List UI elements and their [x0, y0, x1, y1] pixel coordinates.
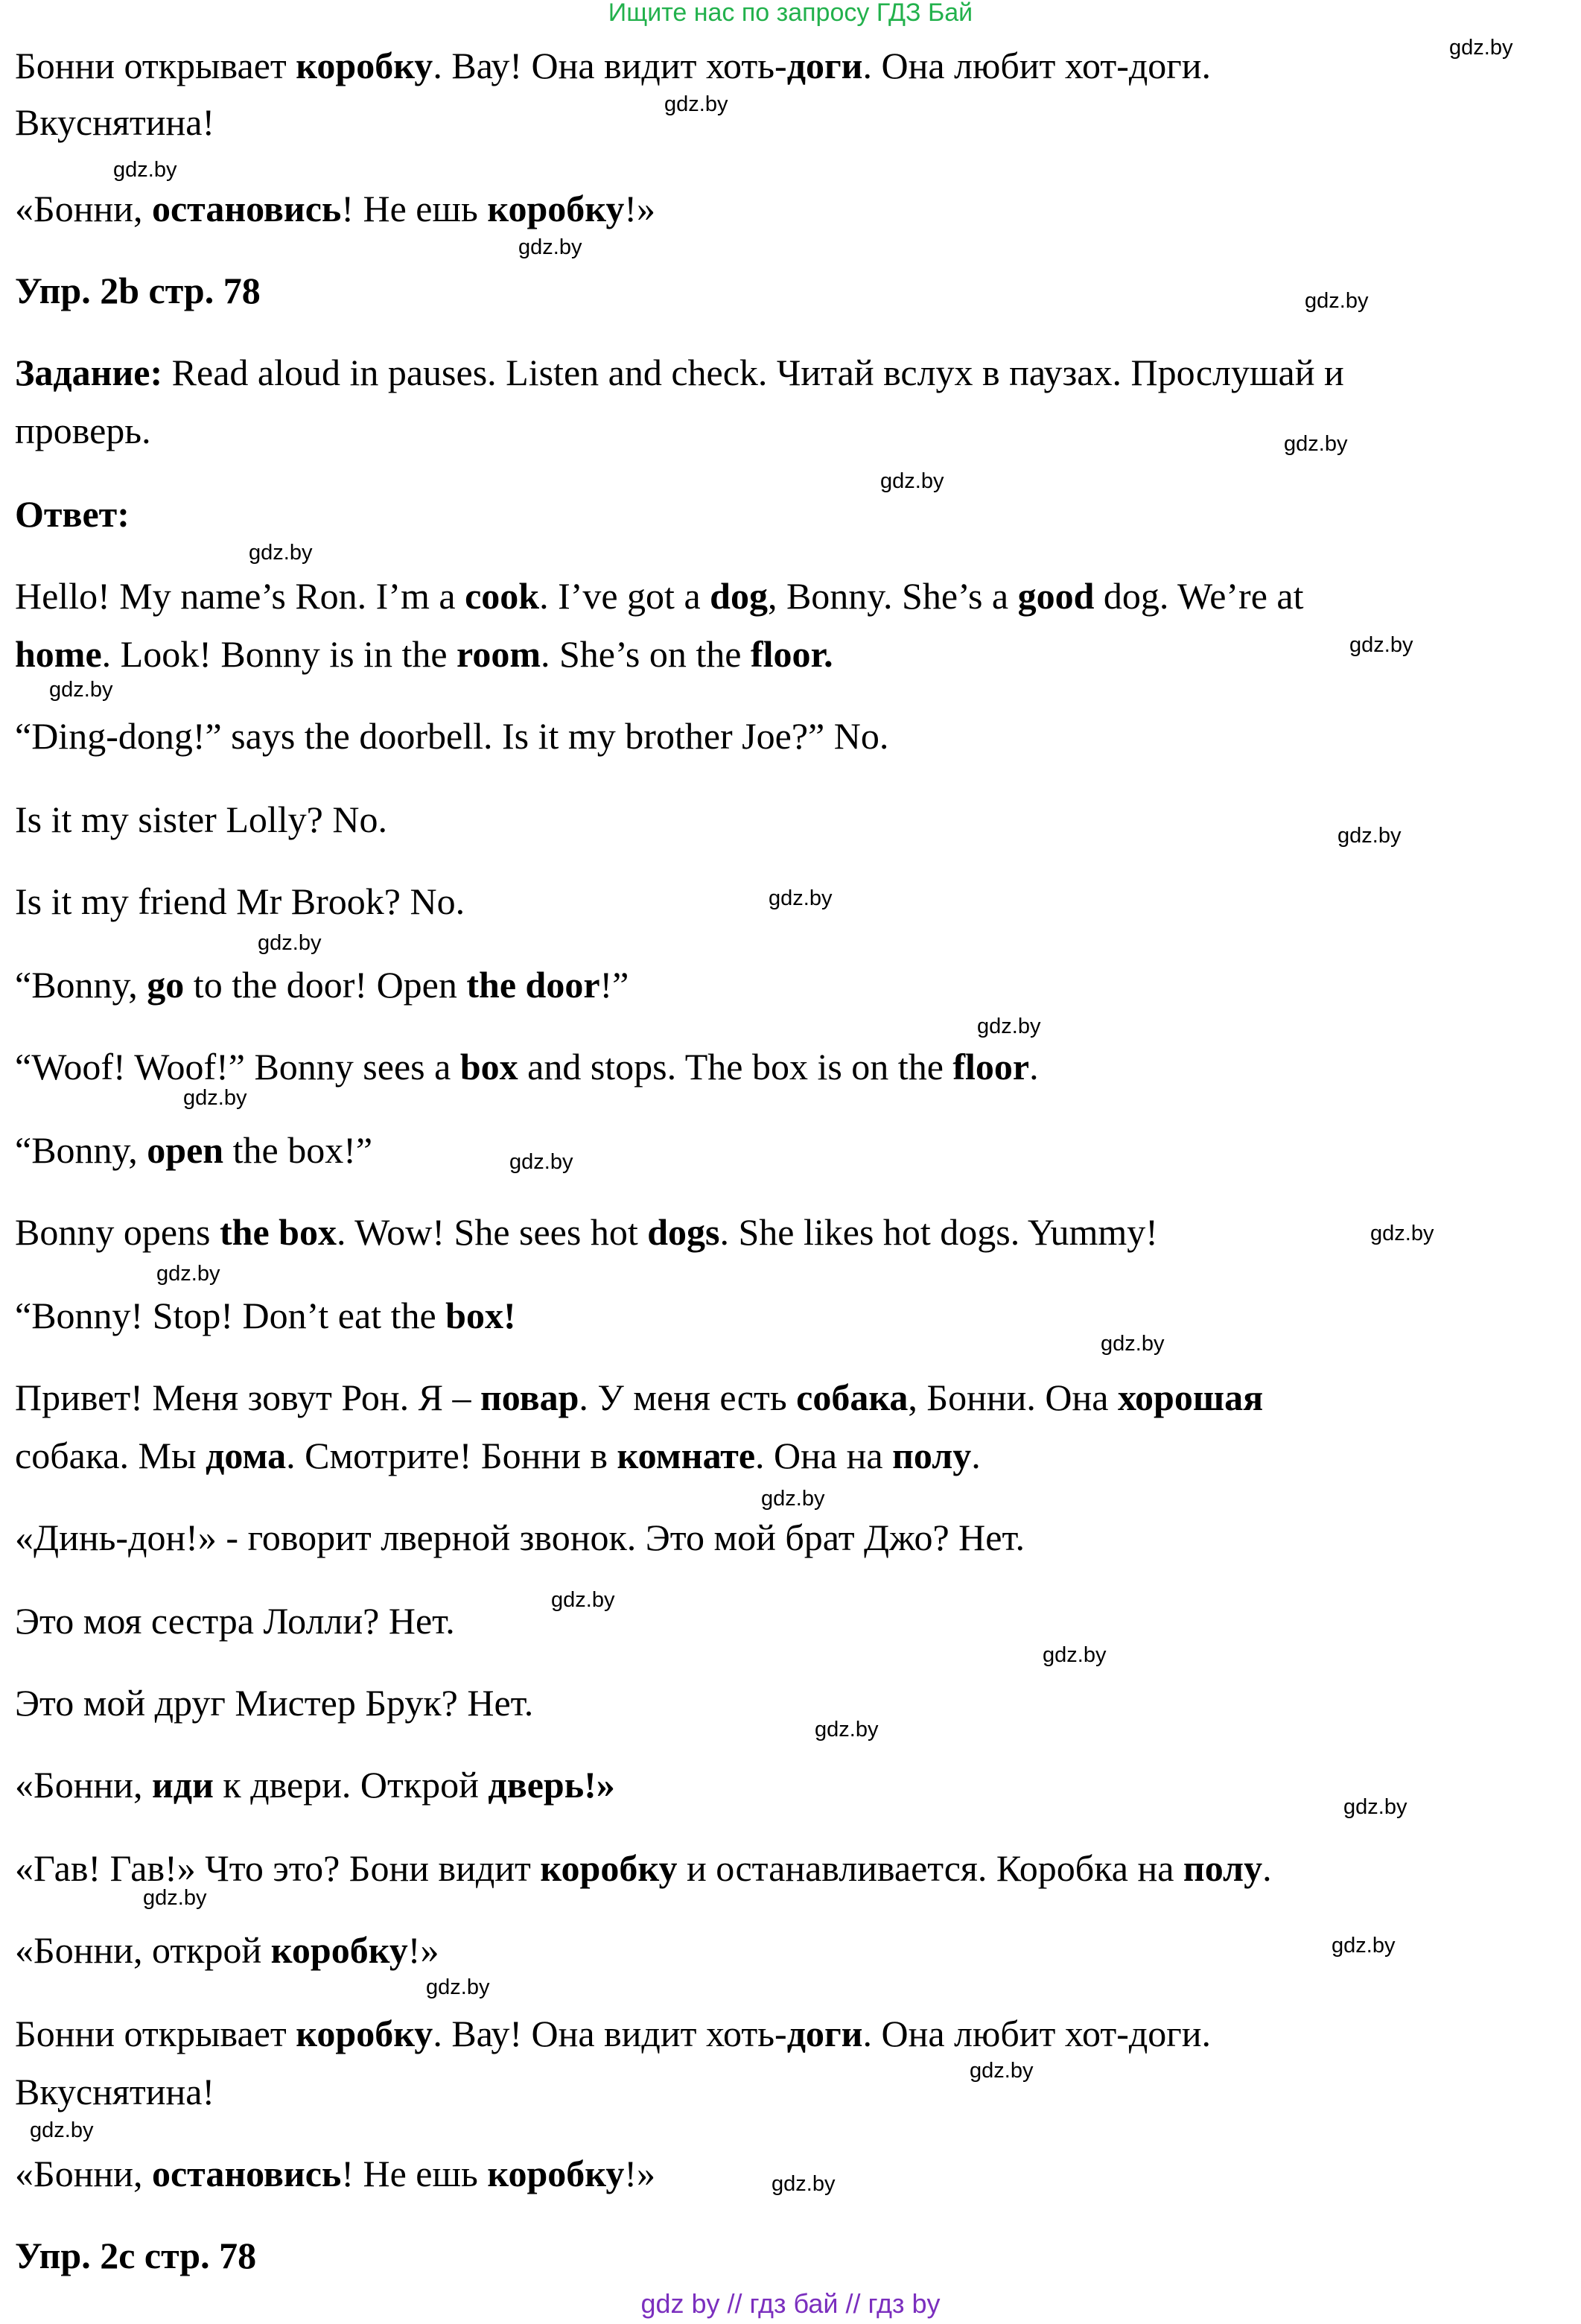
ru-line-3: «Динь-дон!» - говорит лверной звонок. Это мой брат Джо? Нет.: [15, 1517, 1025, 1558]
watermark: gdz.by: [49, 678, 113, 702]
watermark: gdz.by: [1332, 1934, 1396, 1958]
ru-line-4: Это моя сестра Лолли? Нет.: [15, 1600, 455, 1642]
en-line-7: “Woof! Woof!” Bonny sees a box and stops. The box is on the floor.: [15, 1046, 1039, 1088]
watermark: gdz.by: [113, 158, 177, 182]
ru-line-8: «Бонни, открой коробку!»: [15, 1929, 439, 1971]
en-line-8: “Bonny, open the box!”: [15, 1129, 373, 1171]
watermark: gdz.by: [551, 1588, 615, 1612]
answer-label: Ответ:: [15, 493, 130, 535]
ru-line-5: Это мой друг Мистер Брук? Нет.: [15, 1682, 534, 1724]
exercise-2b-title: Упр. 2b стр. 78: [15, 270, 261, 311]
task-line-1: Задание: Read aloud in pauses. Listen and check. Читай вслух в паузах. Прослушай и: [15, 352, 1344, 393]
top-line-3: «Бонни, остановись! Не ешь коробку!»: [15, 188, 656, 229]
watermark: gdz.by: [1305, 289, 1369, 313]
footer-links[interactable]: gdz by // гдз бай // гдз by: [640, 2288, 941, 2319]
en-line-6: “Bonny, go to the door! Open the door!”: [15, 964, 629, 1006]
en-line-3: “Ding-dong!” says the doorbell. Is it my brother Joe?” No.: [15, 715, 889, 757]
task-line-2: проверь.: [15, 410, 151, 451]
watermark: gdz.by: [183, 1086, 247, 1110]
watermark: gdz.by: [143, 1886, 207, 1910]
watermark: gdz.by: [977, 1015, 1041, 1038]
watermark: gdz.by: [30, 2118, 94, 2142]
ru-line-1: Привет! Меня зовут Рон. Я – повар. У меня есть собака, Бонни. Она хорошая: [15, 1377, 1264, 1418]
watermark: gdz.by: [761, 1487, 825, 1511]
watermark: gdz.by: [258, 931, 322, 955]
watermark: gdz.by: [970, 2059, 1034, 2083]
watermark: gdz.by: [1370, 1222, 1434, 1245]
watermark: gdz.by: [880, 469, 944, 493]
watermark: gdz.by: [815, 1718, 879, 1742]
en-line-2: home. Look! Bonny is in the room. She’s on the floor.: [15, 633, 833, 675]
watermark: gdz.by: [664, 92, 728, 116]
watermark: gdz.by: [772, 2172, 836, 2196]
en-line-1: Hello! My name’s Ron. I’m a cook. I’ve got a dog, Bonny. She’s a good dog. We’re at: [15, 575, 1304, 617]
watermark: gdz.by: [426, 1975, 490, 1999]
watermark: gdz.by: [1343, 1795, 1407, 1819]
en-line-4: Is it my sister Lolly? No.: [15, 799, 387, 840]
watermark: gdz.by: [1101, 1332, 1165, 1356]
ru-line-7: «Гав! Гав!» Что это? Бони видит коробку и останавливается. Коробка на полу.: [15, 1847, 1272, 1889]
watermark: gdz.by: [156, 1262, 220, 1286]
en-line-9: Bonny opens the box. Wow! She sees hot dogs. She likes hot dogs. Yummy!: [15, 1211, 1158, 1253]
watermark: gdz.by: [518, 235, 582, 259]
ru-line-6: «Бонни, иди к двери. Открой дверь!»: [15, 1764, 615, 1806]
top-line-2: Вкуснятина!: [15, 101, 215, 143]
watermark: gdz.by: [509, 1150, 573, 1174]
ru-line-9: Бонни открывает коробку. Вау! Она видит хоть-доги. Она любит хот-доги.: [15, 2013, 1212, 2054]
watermark: gdz.by: [769, 886, 833, 910]
ru-line-11: «Бонни, остановись! Не ешь коробку!»: [15, 2153, 656, 2194]
ru-line-2: собака. Мы дома. Смотрите! Бонни в комнате. Она на полу.: [15, 1435, 981, 1476]
en-line-10: “Bonny! Stop! Don’t eat the box!: [15, 1295, 516, 1336]
watermark: gdz.by: [1043, 1643, 1107, 1667]
watermark: gdz.by: [1449, 36, 1513, 60]
ru-line-10: Вкуснятина!: [15, 2071, 215, 2112]
en-line-5: Is it my friend Mr Brook? No.: [15, 880, 465, 922]
top-line-1: Бонни открывает коробку. Вау! Она видит хоть-доги. Она любит хот-доги.: [15, 45, 1212, 86]
exercise-2c-title: Упр. 2c стр. 78: [15, 2235, 257, 2276]
site-banner[interactable]: Ищите нас по запросу ГДЗ Бай: [608, 0, 973, 27]
watermark: gdz.by: [1284, 432, 1348, 456]
watermark: gdz.by: [249, 541, 313, 565]
watermark: gdz.by: [1337, 824, 1402, 848]
watermark: gdz.by: [1349, 633, 1413, 657]
